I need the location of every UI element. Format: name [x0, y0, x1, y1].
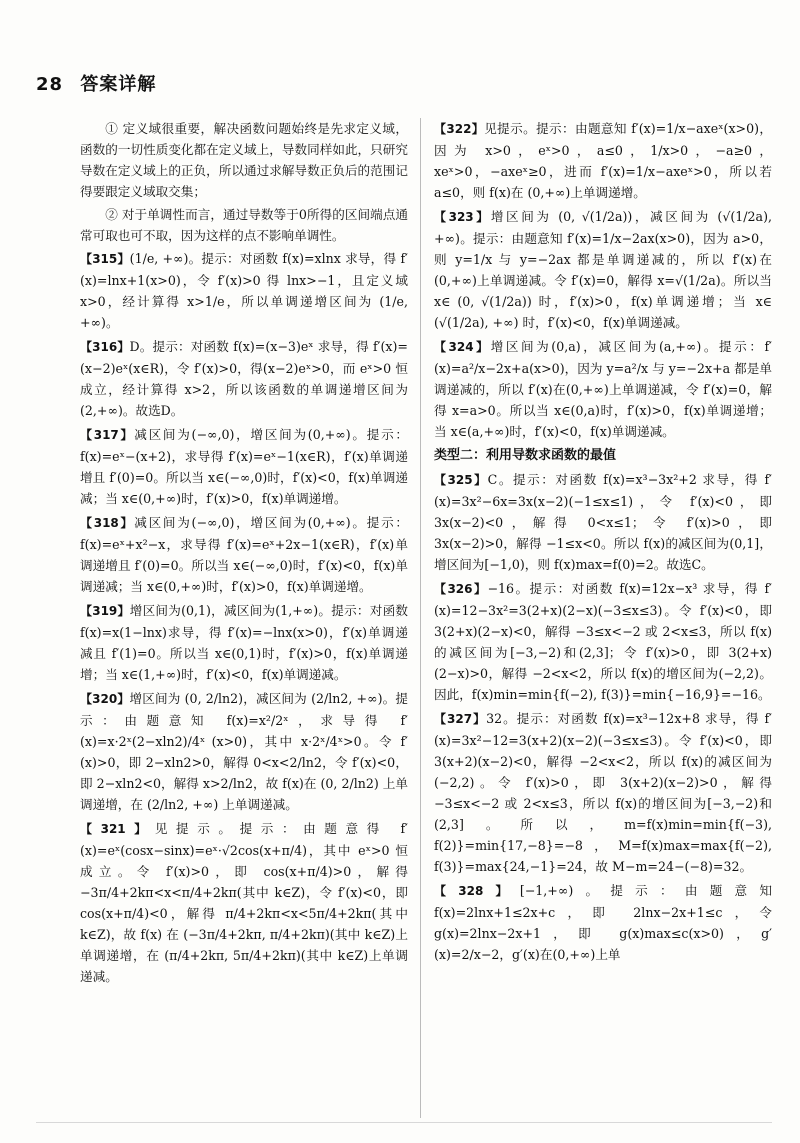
answer-number: 【325】: [434, 473, 488, 487]
answer-item: [434, 469, 772, 575]
answer-text: 见提示。提示：由题意知 f′(x)=1/x−axeˣ(x>0)，因为 x>0，eˣ>0，a≤0，1/x>0，−a≥0，xeˣ>0，−axeˣ≥0，进而 f′(x)=1/x−axeˣ>0，所以若 a≤0，则 f(x)在 (0,+∞)上单调递增。: [434, 121, 772, 200]
bottom-rule: [36, 1122, 772, 1123]
answer-item: [80, 336, 408, 421]
left-column: [80, 118, 408, 990]
column-divider: [420, 118, 421, 1118]
answer-item: [434, 880, 772, 965]
answer-number: 【319】: [80, 604, 130, 618]
answer-text: 减区间为(−∞,0)，增区间为(0,+∞)。提示：f(x)=eˣ+x²−x，求导得 f′(x)=eˣ+2x−1(x∈R)，f′(x)单调递增且 f′(0)=0。所以当 x∈(−∞,0)时，f′(x)<0，f(x)单调递减；当 x∈(0,+∞)时，f′(x)>0，f(x)单调递增。: [80, 515, 408, 594]
answer-number: 【328】: [434, 884, 520, 898]
answer-text: C。提示：对函数 f(x)=x³−3x²+2 求导，得 f′(x)=3x²−6x=3x(x−2)(−1≤x≤1)，令 f′(x)<0，即 3x(x−2)<0，解得 0<x≤1；令 f′(x)>0，即 3x(x−2)>0，解得 −1≤x<0。所以 f(x)的减区间为(0,1]，增区间为[−1,0)，则 f(x)max=f(0)=2。故选C。: [434, 472, 772, 572]
answer-text: [−1,+∞)。提示：由题意知 f(x)=2lnx+1≤2x+c，即 2lnx−2x+1≤c，令 g(x)=2lnx−2x+1，即 g(x)max≤c(x>0)，g′(x)=2/x−2，g′(x)在(0,+∞)上单: [434, 883, 772, 962]
note-paragraph: ① 定义域很重要，解决函数问题始终是先求定义域，函数的一切性质变化都在定义域上，导数同样如此，只研究导数在定义域上的正负，所以通过求解导数正负后的范围记得要跟定义域取交集；: [80, 121, 408, 199]
section-heading: 类型二：利用导数求函数的最值: [434, 448, 617, 463]
right-column: [434, 118, 772, 968]
answer-item: [434, 708, 772, 877]
answer-text: 减区间为(−∞,0)，增区间为(0,+∞)。提示：f(x)=eˣ−(x+2)，求导得 f′(x)=eˣ−1(x∈R)，f′(x)单调递增且 f′(0)=0。所以当 x∈(−∞,0)时，f′(x)<0，f(x)单调递减；当 x∈(0,+∞)时，f′(x)>0，f(x)单调递增。: [80, 427, 408, 506]
answer-text: 见提示。提示：由题意得 f′(x)=eˣ(cosx−sinx)=eˣ·√2cos(x+π/4)，其中 eˣ>0 恒成立。令 f′(x)>0，即 cos(x+π/4)>0，解得 −3π/4+2kπ<x<π/4+2kπ(其中 k∈Z)，令 f′(x)<0，即 cos(x+π/4)<0，解得 π/4+2kπ<x<5π/4+2kπ(其中 k∈Z)，故 f(x) 在 (−3π/4+2kπ, π/4+2kπ)(其中 k∈Z)上单调递增，在 (π/4+2kπ, 5π/4+2kπ)(其中 k∈Z)上单调递减。: [80, 821, 408, 984]
answer-text: 增区间为 (0, 2/ln2)，减区间为 (2/ln2, +∞)。提示：由题意知 f(x)=x²/2ˣ，求导得 f′(x)=x·2ˣ(2−xln2)/4ˣ (x>0)，其中 x·2ˣ/4ˣ>0。令 f′(x)>0，即 2−xln2>0，解得 0<x<2/ln2，令 f′(x)<0，即 2−xln2<0，解得 x>2/ln2，故 f(x)在 (0, 2/ln2) 上单调递增，在 (2/ln2, +∞) 上单调递减。: [80, 691, 408, 812]
answer-number: 【326】: [434, 582, 488, 596]
answer-item: [80, 248, 408, 333]
answer-item: [80, 424, 408, 509]
answer-item: [80, 818, 408, 987]
answer-item: [434, 578, 772, 705]
answer-text: (1/e, +∞)。提示：对函数 f(x)=xlnx 求导，得 f′(x)=lnx+1(x>0)，令 f′(x)>0 得 lnx>−1，且定义域 x>0，经计算得 x>1/e，所以单调递增区间为 (1/e, +∞)。: [80, 251, 408, 330]
answer-number: 【320】: [80, 692, 130, 706]
answer-item: [434, 118, 772, 203]
page-number: 28: [36, 74, 64, 95]
answer-number: 【318】: [80, 516, 135, 530]
answer-text: 32。提示：对函数 f(x)=x³−12x+8 求导，得 f′(x)=3x²−12=3(x+2)(x−2)(−3≤x≤3)。令 f′(x)<0，即 3(x+2)(x−2)<0，解得 −2<x<2，所以 f(x)的减区间为(−2,2)。令 f′(x)>0，即 3(x+2)(x−2)>0，解得 −3≤x<−2 或 2<x≤3，所以 f(x)的增区间为[−3,−2)和(2,3]。所以，m=f(x)min=min{f(−3), f(2)}=min{17,−8}=−8，M=f(x)max=max{f(−2), f(3)}=max{24,−1}=24，故 M−m=24−(−8)=32。: [434, 711, 772, 874]
answer-item: [80, 688, 408, 815]
answer-number: 【315】: [80, 252, 130, 266]
answer-text: D。提示：对函数 f(x)=(x−3)eˣ 求导，得 f′(x)=(x−2)eˣ(x∈R)，令 f′(x)>0，得(x−2)eˣ>0，而 eˣ>0 恒成立，经计算得 x>2，所以该函数的单调递增区间为 (2,+∞)。故选D。: [80, 339, 408, 418]
page-header: [36, 70, 156, 96]
answer-item: [80, 600, 408, 685]
answer-number: 【327】: [434, 712, 487, 726]
answer-text: −16。提示：对函数 f(x)=12x−x³ 求导，得 f′(x)=12−3x²=3(2+x)(2−x)(−3≤x≤3)。令 f′(x)<0，即 3(2+x)(2−x)<0，解得 −3≤x<−2 或 2<x≤3，所以 f(x)的减区间为[−3,−2)和(2,3]；令 f′(x)>0，即 3(2+x)(2−x)>0，解得 −2<x<2，所以 f(x)的增区间为(−2,2)。因此，f(x)min=min{f(−2), f(3)}=min{−16,9}=−16。: [434, 581, 772, 702]
answer-number: 【317】: [80, 428, 135, 442]
answer-number: 【321】: [80, 822, 155, 836]
note-paragraph: ② 对于单调性而言，通过导数等于0所得的区间端点通常可取也可不取，因为这样的点不影响单调性。: [80, 207, 408, 243]
answer-item: [80, 512, 408, 597]
answer-text: 增区间为(0,a)，减区间为(a,+∞)。提示：f′(x)=a²/x−2x+a(x>0)，因为 y=a²/x 与 y=−2x+a 都是单调递减的，所以 f′(x)在(0,+∞)上单调递减，令 f′(x)=0，解得 x=a>0。所以当 x∈(0,a)时，f′(x)>0，f(x)单调递增；当 x∈(a,+∞)时，f′(x)<0，f(x)单调递减。: [434, 339, 772, 439]
answer-number: 【316】: [80, 340, 130, 354]
answer-number: 【324】: [434, 340, 491, 354]
answer-item: [434, 206, 772, 333]
answer-text: 增区间为 (0, √(1/2a))，减区间为 (√(1/2a), +∞)。提示：由题意知 f′(x)=1/x−2ax(x>0)，因为 a>0，则 y=1/x 与 y=−2ax 都是单调递减的，所以 f′(x)在(0,+∞)上单调递减。令 f′(x)=0，解得 x=√(1/2a)。所以当 x∈ (0, √(1/2a)) 时，f′(x)>0，f(x)单调递增；当 x∈ (√(1/2a), +∞) 时，f′(x)<0，f(x)单调递减。: [434, 209, 772, 330]
answer-text: 增区间为(0,1)，减区间为(1,+∞)。提示：对函数 f(x)=x(1−lnx)求导，得 f′(x)=−lnx(x>0)，f′(x)单调递减且 f′(1)=0。所以当 x∈(0,1)时，f′(x)>0，f(x)单调递增；当 x∈(1,+∞)时，f′(x)<0，f(x)单调递减。: [80, 603, 408, 682]
page-header-title: 答案详解: [80, 74, 157, 95]
answer-number: 【322】: [434, 122, 485, 136]
answer-number: 【323】: [434, 210, 491, 224]
answer-item: [434, 336, 772, 442]
